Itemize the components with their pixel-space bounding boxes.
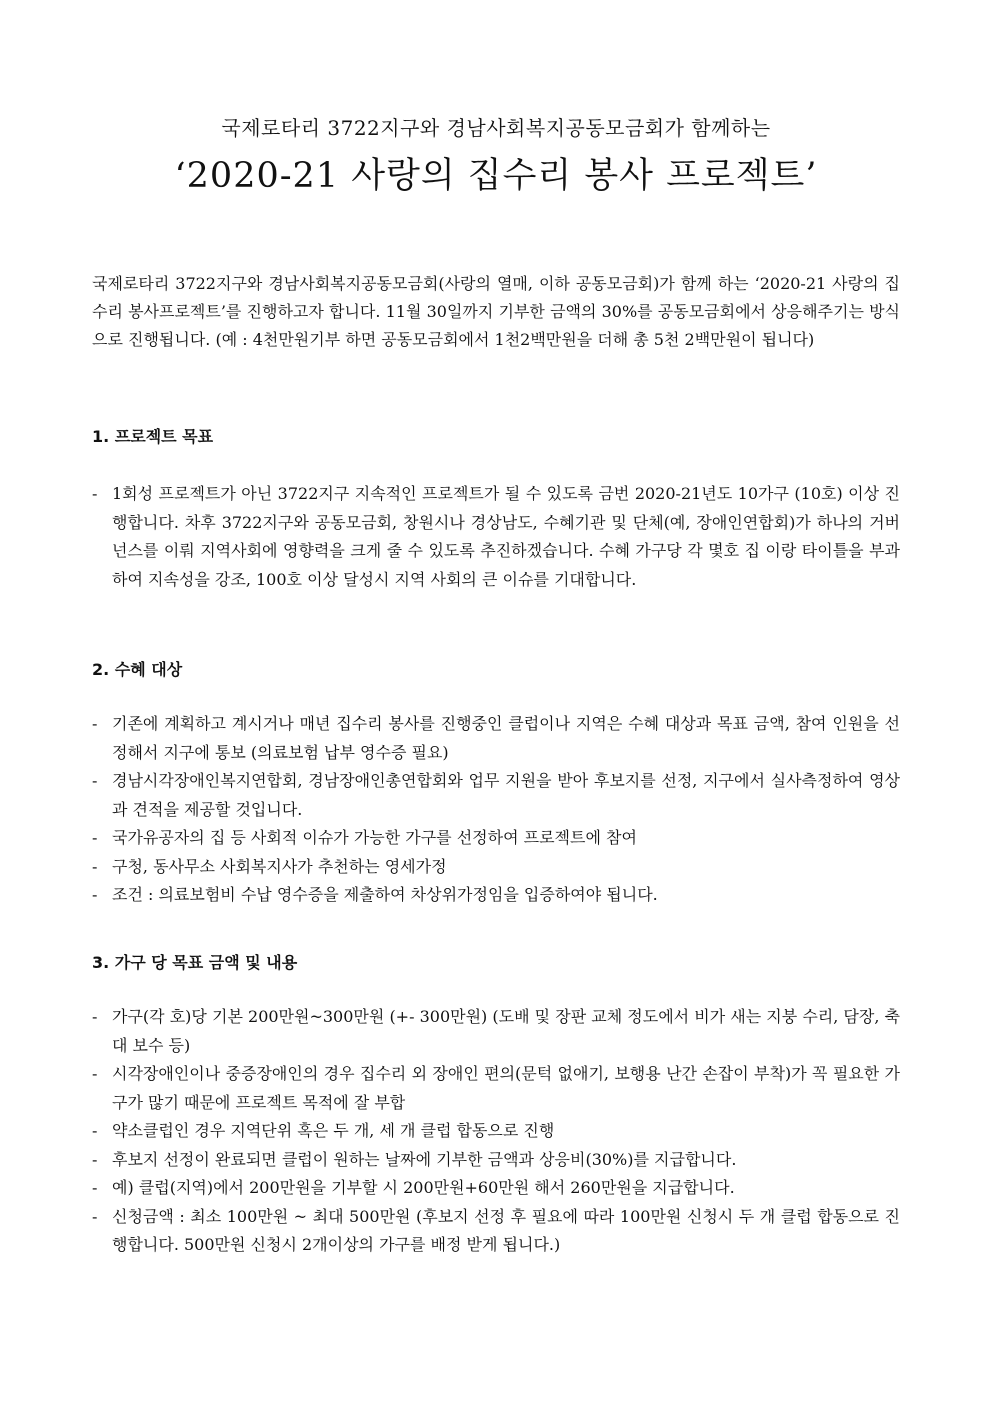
section-heading-beneficiaries: 2. 수혜 대상 — [92, 660, 183, 679]
bullet-dash: - — [92, 1178, 98, 1197]
list-item: - 후보지 선정이 완료되면 클럽이 원하는 날짜에 기부한 금액과 상응비(30%)를 지급합니다. — [92, 1146, 900, 1175]
bullet-dash: - — [92, 828, 98, 847]
section-list-target-amount — [92, 1003, 900, 1260]
list-item: - 국가유공자의 집 등 사회적 이슈가 가능한 가구를 선정하여 프로젝트에 참여 — [92, 824, 900, 853]
section-list-beneficiaries — [92, 710, 900, 910]
list-item: - 1회성 프로젝트가 아닌 3722지구 지속적인 프로젝트가 될 수 있도록 금번 2020-21년도 10가구 (10호) 이상 진행합니다. 차후 3722지구와 공동모금회, 창원시나 경상남도, 수혜기관 및 단체(예, 장애인연합회)가 하나의 거버넌스를 이뤄 지역사회에 영향력을 크게 줄 수 있도록 추진하겠습니다. 수혜 가구당 각 몇호 집 이랑 타이틀을 부과하여 지속성을 강조, 100호 이상 달성시 지역 사회의 큰 이슈를 기대합니다. — [92, 480, 900, 594]
list-item: - 신청금액 : 최소 100만원 ~ 최대 500만원 (후보지 선정 후 필요에 따라 100만원 신청시 두 개 클럽 합동으로 진행합니다. 500만원 신청시 2개이상의 가구를 배정 받게 됩니다.) — [92, 1203, 900, 1260]
list-item: - 기존에 계획하고 계시거나 매년 집수리 봉사를 진행중인 클럽이나 지역은 수혜 대상과 목표 금액, 참여 인원을 선정해서 지구에 통보 (의료보험 납부 영수증 필요) — [92, 710, 900, 767]
section-heading-target-amount: 3. 가구 당 목표 금액 및 내용 — [92, 953, 298, 972]
list-item: - 시각장애인이나 중증장애인의 경우 집수리 외 장애인 편의(문턱 없애기, 보행용 난간 손잡이 부착)가 꼭 필요한 가구가 많기 때문에 프로젝트 목적에 잘 부합 — [92, 1060, 900, 1117]
bullet-dash: - — [92, 484, 98, 503]
bullet-dash: - — [92, 714, 98, 733]
section-list-goal — [92, 480, 900, 594]
list-item: - 경남시각장애인복지연합회, 경남장애인총연합회와 업무 지원을 받아 후보지를 선정, 지구에서 실사측정하여 영상과 견적을 제공할 것입니다. — [92, 767, 900, 824]
document-title: ‘2020-21 사랑의 집수리 봉사 프로젝트’ — [174, 156, 818, 196]
bullet-dash: - — [92, 856, 98, 876]
intro-paragraph: 국제로타리 3722지구와 경남사회복지공동모금회(사랑의 열매, 이하 공동모금회)가 함께 하는 ‘2020-21 사랑의 집수리 봉사프로젝트’를 진행하고자 합니다. 11월 30일까지 기부한 금액의 30%를 공동모금회에서 상응해주기는 방식으로 진행됩니다. (예 : 4천만원기부 하면 공동모금회에서 1천2백만원을 더해 총 5천 2백만원이 됩니다) — [92, 274, 900, 349]
bullet-dash: - — [92, 885, 98, 904]
bullet-dash: - — [92, 1149, 98, 1169]
document-subtitle: 국제로타리 3722지구와 경남사회복지공동모금회가 함께하는 — [221, 116, 771, 140]
list-item: - 조건 : 의료보험비 수납 영수증을 제출하여 차상위가정임을 입증하여야 됩니다. — [92, 881, 900, 910]
section-heading-goal: 1. 프로젝트 목표 — [92, 427, 214, 446]
list-item: - 가구(각 호)당 기본 200만원~300만원 (+- 300만원) (도배 및 장판 교체 정도에서 비가 새는 지붕 수리, 담장, 축대 보수 등) — [92, 1003, 900, 1060]
bullet-dash: - — [92, 771, 98, 790]
list-item: - 구청, 동사무소 사회복지사가 추천하는 영세가정 — [92, 853, 900, 882]
list-item: - 예) 클럽(지역)에서 200만원을 기부할 시 200만원+60만원 해서 260만원을 지급합니다. — [92, 1174, 900, 1203]
bullet-dash: - — [92, 1064, 98, 1083]
bullet-dash: - — [92, 1206, 98, 1226]
list-item: - 약소클럽인 경우 지역단위 혹은 두 개, 세 개 클럽 합동으로 진행 — [92, 1117, 900, 1146]
bullet-dash: - — [92, 1007, 98, 1026]
bullet-dash: - — [92, 1121, 98, 1140]
